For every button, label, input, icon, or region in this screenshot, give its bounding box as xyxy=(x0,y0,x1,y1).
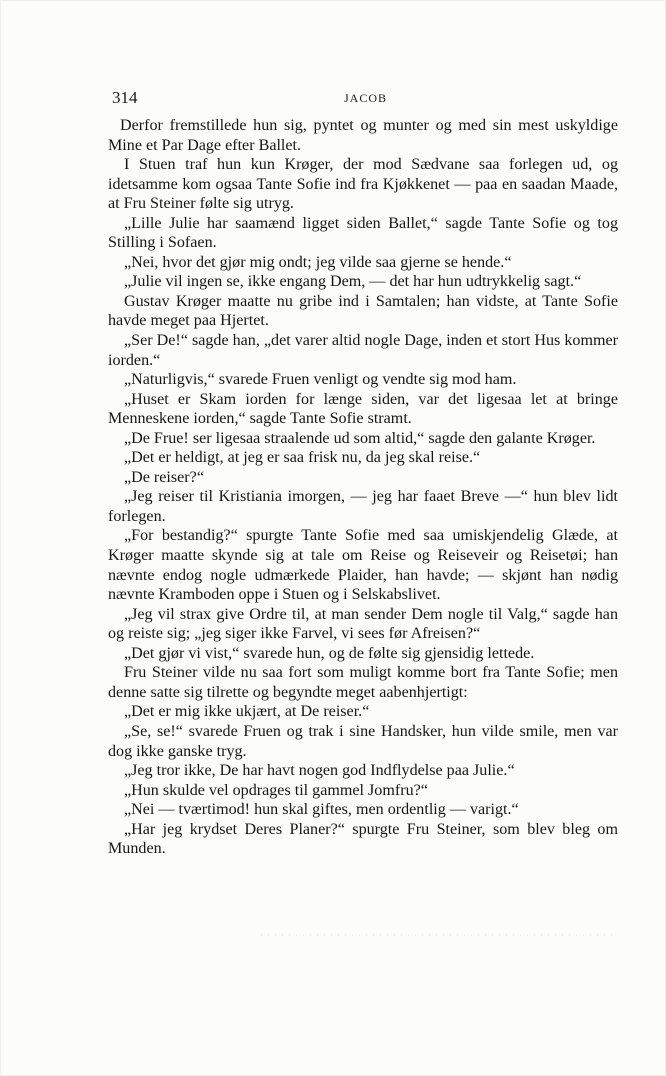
paragraph: „Det gjør vi vist,“ svarede hun, og de følte sig gjensidig lettede. xyxy=(124,644,535,662)
paragraph: „De Frue! ser ligesaa straalende ud som altid,“ sagde den galante Krøger. xyxy=(124,429,596,447)
paragraph: „Lille Julie har saamænd ligget siden Ballet,“ sagde Tante Sofie og tog Stilling i Sofaen. xyxy=(108,214,618,252)
page-header xyxy=(112,88,617,108)
paragraph: „Jeg tror ikke, De har havt nogen god Indflydelse paa Julie.“ xyxy=(124,762,515,780)
paragraph: „Jeg reiser til Kristiania imorgen, — jeg har faaet Breve —“ hun blev lidt forlegen. xyxy=(108,488,618,525)
faint-print-marks xyxy=(258,934,618,936)
paragraph: „De reiser?“ xyxy=(124,468,204,486)
paragraph: „Hun skulde vel opdrages til gammel Jomfru?“ xyxy=(124,781,428,799)
paragraph: „Nei, hvor det gjør mig ondt; jeg vilde saa gjerne se hende.“ xyxy=(124,253,512,271)
paragraph: „Se, se!“ svarede Fruen og trak i sine Handsker, hun vilde smile, men var dog ikke ganske tryg. xyxy=(108,722,618,760)
paragraph: „Ser De!“ sagde han, „det varer altid nogle Dage, inden et stort Hus kommer iorden.“ xyxy=(108,332,618,369)
paragraph: „Naturligvis,“ svarede Fruen venligt og vendte sig mod ham. xyxy=(124,371,517,389)
paragraph: Gustav Krøger maatte nu gribe ind i Samtalen; han vidste, at Tante Sofie havde meget paa Hjertet. xyxy=(108,292,618,330)
paragraph: I Stuen traf hun kun Krøger, der mod Sædvane saa forlegen ud, og idetsamme kom ogsaa Tante Sofie ind fra Kjøkkenet — paa en saadan Maade, at Fru Steiner følte sig utryg. xyxy=(108,156,618,213)
paragraph: „Det er mig ikke ukjært, at De reiser.“ xyxy=(124,703,370,721)
paragraph: Fru Steiner vilde nu saa fort som muligt komme bort fra Tante Sofie; men denne satte sig tilrette og begyndte meget aabenhjertigt: xyxy=(108,664,618,701)
paragraph: „Jeg vil strax give Ordre til, at man sender Dem nogle til Valg,“ sagde han og reiste sig; „jeg siger ikke Farvel, vi sees før Afreisen?“ xyxy=(108,605,618,643)
paragraph: „Julie vil ingen se, ikke engang Dem, — det har hun udtrykkelig sagt.“ xyxy=(124,273,582,291)
running-head: JACOB xyxy=(344,91,388,105)
body-text xyxy=(108,116,618,859)
paragraph: „Har jeg krydset Deres Planer?“ spurgte Fru Steiner, som blev bleg om Munden. xyxy=(108,820,618,858)
paragraph: Derfor fremstillede hun sig, pyntet og munter og med sin mest uskyldige Mine et Par Dage efter Ballet. xyxy=(108,117,618,154)
page-number: 314 xyxy=(112,88,138,107)
paragraph: „Huset er Skam iorden for længe siden, var det ligesaa let at bringe Menneskene iorden,“ sagde Tante Sofie stramt. xyxy=(108,390,618,428)
paragraph: „Det er heldigt, at jeg er saa frisk nu, da jeg skal reise.“ xyxy=(124,449,481,467)
paragraph: „Nei — tværtimod! hun skal giftes, men ordentlig — varigt.“ xyxy=(124,801,519,819)
paragraph: „For bestandig?“ spurgte Tante Sofie med saa umiskjendelig Glæde, at Krøger maatte skynde sig at tale om Reise og Reiseveir og Reisetøi; han nævnte endog nogle udmærkede Plaider, han havde; — skjønt han nødig nævnte Kramboden oppe i Stuen og i Selskabslivet. xyxy=(108,527,618,604)
